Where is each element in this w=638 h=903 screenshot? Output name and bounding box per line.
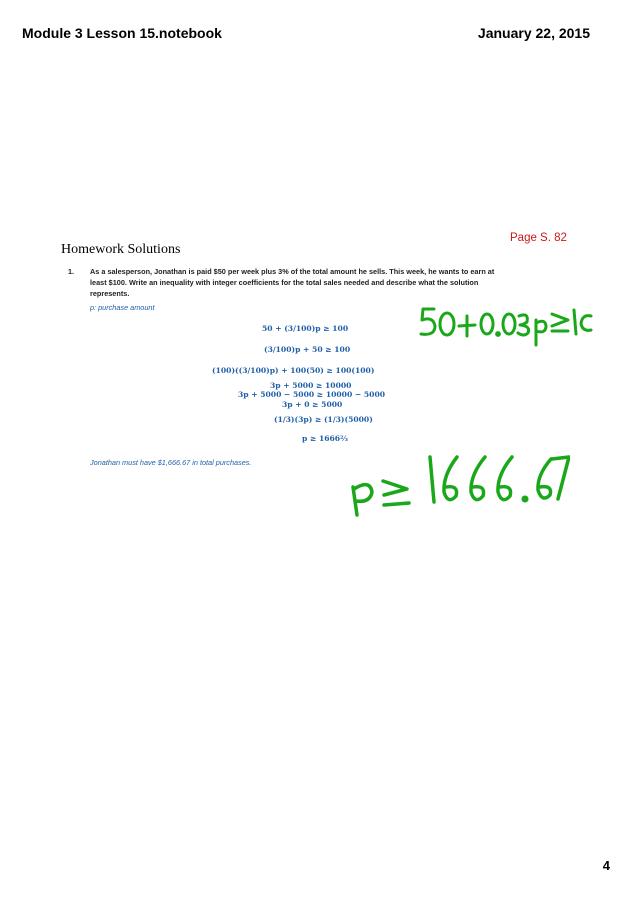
problem-number: 1. [68, 267, 75, 276]
problem-statement [68, 266, 508, 299]
solution-step: 3p + 5000 ≥ 10000 [270, 381, 352, 390]
page-reference: Page S. 82 [510, 232, 567, 244]
section-title: Homework Solutions [61, 242, 181, 257]
solution-step: (1/3)(3p) ≥ (1/3)(5000) [274, 415, 373, 424]
solution-step: 50 + (3/100)p ≥ 100 [262, 324, 349, 333]
handwritten-inequality-1 [415, 298, 600, 348]
solution-step: p ≥ 1666⅔ [302, 434, 348, 443]
header-date: January 22, 2015 [477, 25, 590, 41]
page-number: 4 [602, 858, 610, 873]
solution-step: (100)((3/100)p) + 100(50) ≥ 100(100) [212, 366, 375, 375]
conclusion-text: Jonathan must have $1,666.67 in total purchases. [90, 458, 252, 467]
header-title: Module 3 Lesson 15.notebook [22, 25, 222, 41]
solution-step: (3/100)p + 50 ≥ 100 [264, 345, 351, 354]
handwritten-inequality-2 [345, 447, 570, 517]
solution-step: 3p + 5000 − 5000 ≥ 10000 − 5000 [238, 390, 386, 399]
problem-text: As a salesperson, Jonathan is paid $50 per week plus 3% of the total amount he sells. This week, he wants to earn at least $100. Write an inequality with integer coefficients for the total sales needed and describe what the solution represents. [90, 267, 495, 298]
solution-step: 3p + 0 ≥ 5000 [282, 400, 343, 409]
variable-definition: p: purchase amount [90, 303, 155, 312]
